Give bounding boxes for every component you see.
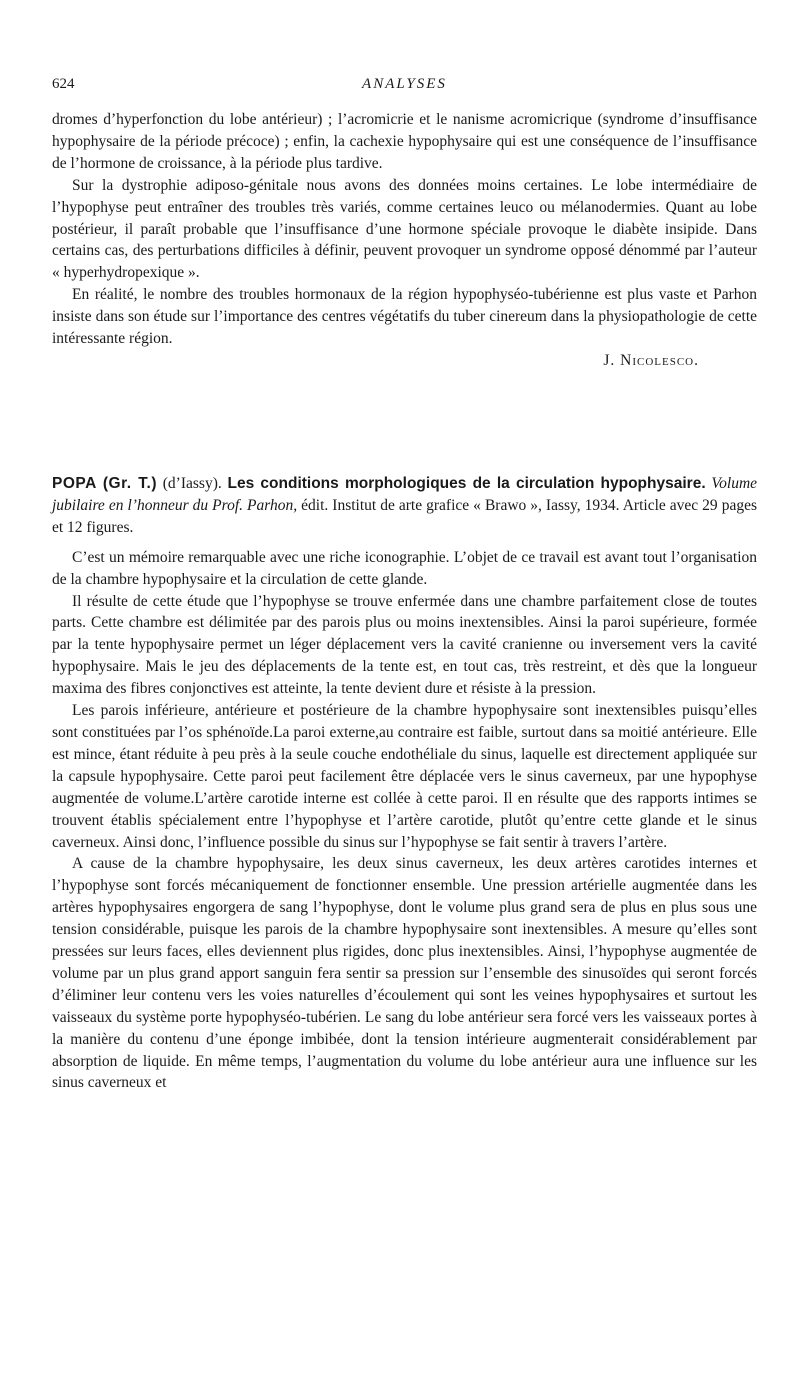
reference-volume: Volume jubilaire en l’honneur du Prof. Parhon, [52,475,758,514]
section-title: ANALYSES [362,76,447,92]
reference-publication: édit. Institut de arte grafice « Brawo », Iassy, 1934. Article avec 29 pages et 12 figures. [52,496,757,536]
review2-paragraph: Les parois inférieure, antérieure et postérieure de la chambre hypophysaire sont inextensibles puisqu’elles sont constituées par l’os sphénoïde.La paroi externe,au contraire est faible, surtout dans sa moitié antérieure. Elle est mince, étant réduite à peu près à la seule couche endothéliale du sinus, laquelle est directement appliquée sur la capsule hypophysaire. Cette paroi peut facilement être déplacée vers le sinus caverneux, par une hypophyse augmentée de volume.L’artère carotide interne est collée à cette paroi. Il en résulte que des rapports intimes se trouvent établis spécialement entre l’hypophyse et l’artère carotide, plutôt qu’entre cette glande et le sinus caverneux. Ainsi donc, l’influence possible du sinus sur l’hypophyse se fait sentir à travers l’artère. [52,702,757,851]
review-popa [52,473,757,1094]
reviewer-signature: J. Nicolesco. [603,351,699,369]
review2-paragraph: A cause de la chambre hypophysaire, les deux sinus caverneux, les deux artères carotides internes et l’hypophyse sont forcés mécaniquement de fonctionner ensemble. Une pression artérielle augmentée dans les artères hypophysaires engorgera de sang l’hypophyse, dont le volume plus grand sera de plus en plus sous une tension considérable, puisque les parois de la chambre hypophysaire sont inextensibles. A mesure qu’elles sont pressées sur leurs faces, elles deviennent plus rigides, donc plus inextensibles. Ainsi, l’hypophyse augmentée de volume par un plus grand apport sanguin fera sentir sa pression sur l’ensemble des sinusoïdes qui seront forcés d’éliminer leur contenu vers les voies naturelles d’écoulement qui sont les veines hypophysaires et surtout les vaisseaux du système porte hypophyséo-tubérien. Le sang du lobe antérieur sera forcé vers les vaisseaux portes à la manière du contenu d’une éponge imbibée, dont la tension intérieure augmenterait considérablement par absorption de liquide. En même temps, l’augmentation du volume du lobe antérieur aura une influence sur les sinus caverneux et [52,855,757,1092]
review1-paragraph: Sur la dystrophie adiposo-génitale nous avons des données moins certaines. Le lobe intermédiaire de l’hypophyse peut entraîner des troubles très variés, comme certaines leuco ou mélanodermies. Quant au lobe postérieur, il paraît probable que l’insuffisance d’une hormone spéciale provoque le diabète insipide. Dans certains cas, des perturbations difficiles à définir, peuvent provoquer un syndrome opposé dénommé par l’auteur « hyperhydropexique ». [52,176,757,282]
review2-paragraph: C’est un mémoire remarquable avec une riche iconographie. L’objet de ce travail est avant tout l’organisation de la chambre hypophysaire et la circulation de cette glande. [52,548,757,588]
reference-author: POPA (Gr. T.) [52,475,158,492]
page-number: 624 [52,76,75,92]
reference-title: Les conditions morphologiques de la circulation hypophysaire. [227,475,706,492]
review-nicolesco [52,109,757,396]
reference-origin: (d’Iassy). [157,475,228,492]
running-head [52,76,757,100]
bibliographic-reference [52,473,757,539]
review2-paragraph: Il résulte de cette étude que l’hypophyse se trouve enfermée dans une chambre parfaitement close de toutes parts. Cette chambre est délimitée par des parois plus ou moins inextensibles. Ainsi la paroi supérieure, formée par la tente hypophysaire permet un léger déplacement vers la cavité cranienne ou inversement vers la cavité hypophysaire. Mais le jeu des déplacements de la tente est, en tout cas, très restreint, et dès que la longueur maxima des fibres conjonctives est atteinte, la tente devient dure et résiste à la pression. [52,592,757,698]
review1-paragraph: En réalité, le nombre des troubles hormonaux de la région hypophyséo-tubérienne est plus vaste et Parhon insiste dans son étude sur l’importance des centres végétatifs du tuber cinereum dans la physiopathologie de cette intéressante région. [52,286,757,348]
review1-paragraph: dromes d’hyperfonction du lobe antérieur) ; l’acromicrie et le nanisme acromicrique (syndrome d’insuffisance hypophysaire de la période précoce) ; enfin, la cachexie hypophysaire qui est une conséquence de l’insuffisance de l’hormone de croissance, à la période plus tardive. [52,111,757,172]
